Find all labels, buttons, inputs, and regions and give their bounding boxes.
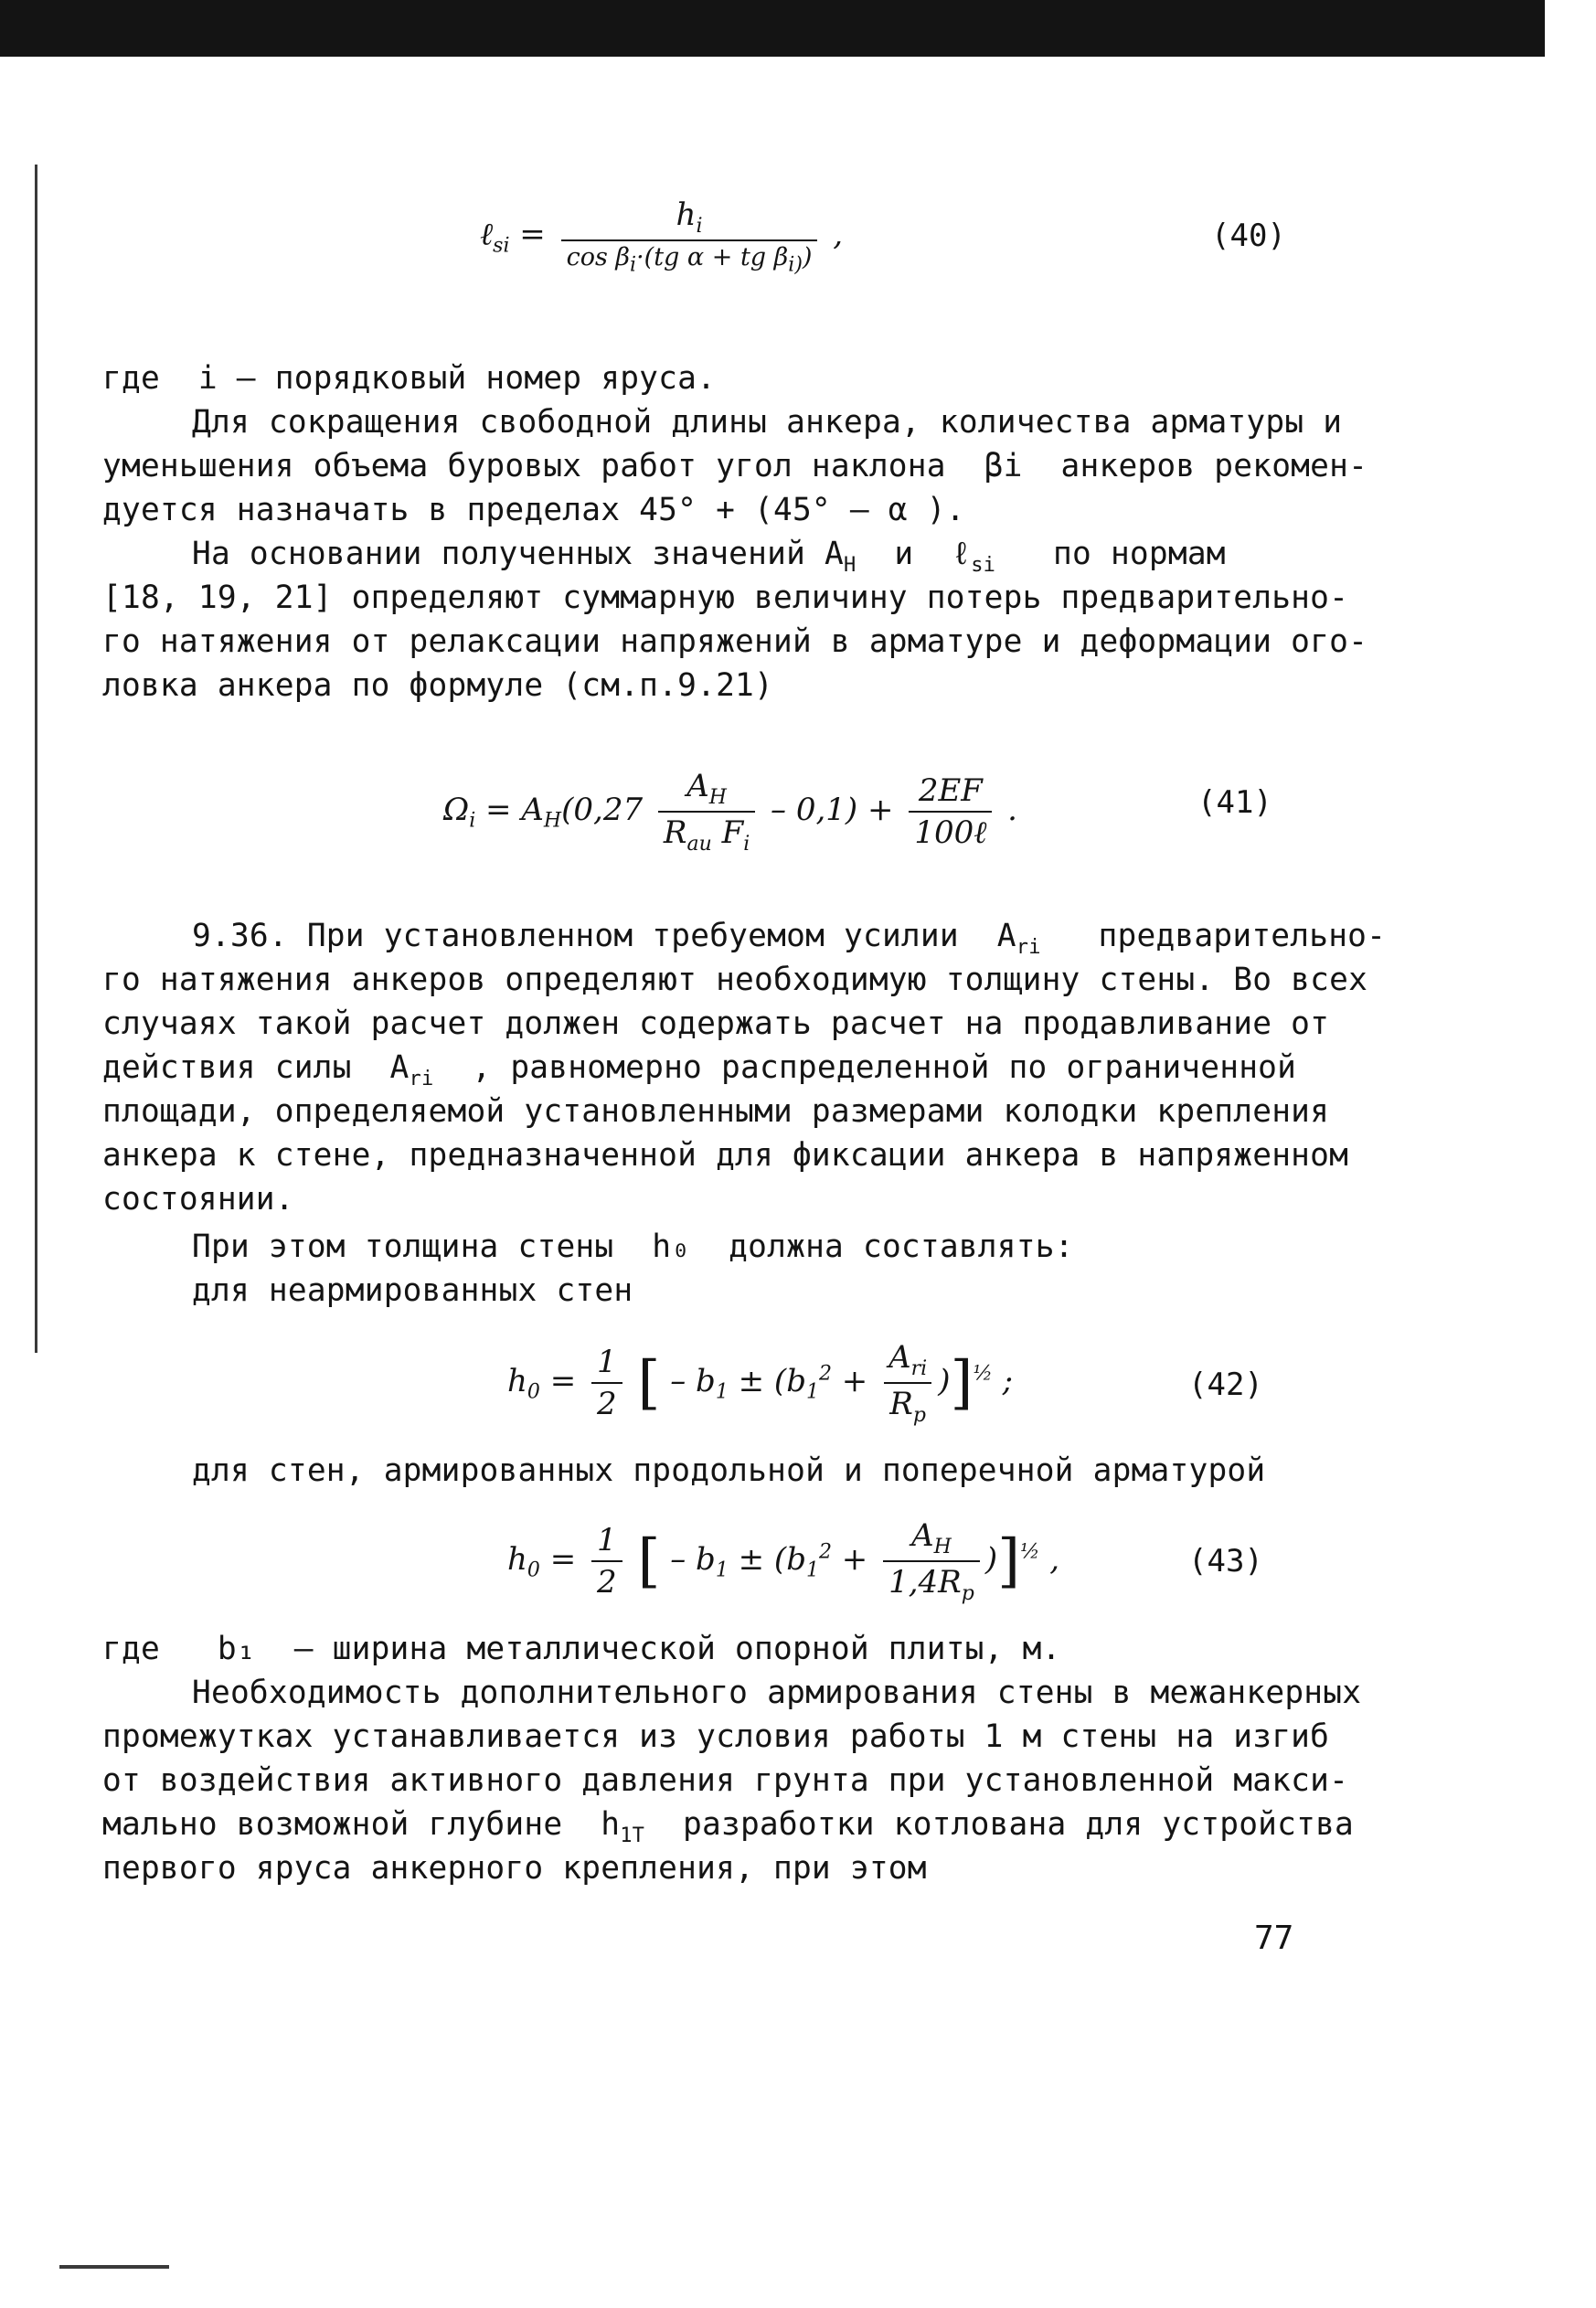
text-line-12: действия силы $A_{ri}$ , равномерно распределенной по ограниченной: [102, 1049, 1297, 1090]
text-line-17: для неармированных стен: [192, 1272, 633, 1309]
eq40-den-cos: cos β: [566, 242, 631, 271]
scan-bottom-rule: [59, 2265, 169, 2269]
equation-number-40: (40): [1211, 218, 1286, 254]
text-line-22: от воздействия активного давления грунта при установленной макси-: [102, 1762, 1349, 1799]
eq40-num-sub: i: [696, 214, 703, 238]
text-line-14: анкера к стене, предназначенной для фиксации анкера в напряженном: [102, 1137, 1349, 1174]
eq41-fraction-2: [909, 772, 992, 851]
eq40-lhs-sub: si: [493, 234, 510, 258]
equation-number-43: (43): [1188, 1543, 1263, 1579]
eq41-fraction-1: [658, 768, 755, 856]
equation-number-42: (42): [1188, 1367, 1263, 1403]
eq41-den-1: $R_{au}$ $F_i$: [658, 811, 755, 856]
text-line-8: ловка анкера по формуле (см.п.9.21): [102, 667, 773, 704]
text-line-19: где b₁ – ширина металлической опорной плиты, м.: [102, 1631, 1061, 1667]
text-line-18: для стен, армированных продольной и поперечной арматурой: [192, 1452, 1266, 1489]
text-line-24: первого яруса анкерного крепления, при этом: [102, 1850, 927, 1887]
text-line-4: дуется назначать в пределах 45° + (45° – α ).: [102, 492, 965, 528]
eq40-den-rest: ·(tg α + tg β: [636, 242, 789, 271]
text-line-15: состоянии.: [102, 1181, 294, 1218]
page-number: 77: [1254, 1920, 1294, 1957]
eq41-den-2: 100ℓ: [909, 811, 992, 851]
equation-41: $\Omega_i = A_H(0,27$ $\frac{A_H}{R_{au} F_i}$ – 0,1) + $\frac{2EF}{\text{100ℓ}}$ .: [443, 768, 1017, 856]
scan-top-border: [0, 0, 1545, 57]
eq40-den-end: i): [788, 253, 803, 277]
text-line-21: промежутках устанавливается из условия работы 1 м стены на изгиб: [102, 1718, 1330, 1755]
eq43-half: $\frac{1}{2}$: [591, 1522, 622, 1601]
text-line-6: [18, 19, 21] определяют суммарную величину потерь предварительно-: [102, 580, 1349, 616]
eq40-fraction: [561, 197, 818, 276]
equation-number-41: (41): [1197, 784, 1272, 821]
equation-42: $h_0$ = $\frac{1}{2}$ [ – $b_1 \pm (b_1^2$ + $\frac{A_{ri}}{R_p}$ )]$^{\frac{1}{2}}$ ;: [507, 1339, 1014, 1427]
text-line-16: При этом толщина стены h₀ должна составлять:: [192, 1228, 1074, 1265]
scan-page-edge: [35, 165, 37, 1353]
text-line-1: где i – порядковый номер яруса.: [102, 360, 717, 397]
text-line-10: го натяжения анкеров определяют необходимую толщину стены. Во всех: [102, 962, 1368, 998]
text-line-13: площади, определяемой установленными размерами колодки крепления: [102, 1093, 1330, 1130]
text-line-2: Для сокращения свободной длины анкера, количества арматуры и: [192, 404, 1343, 441]
eq40-num-h: h: [676, 197, 697, 233]
text-line-7: го натяжения от релаксации напряжений в арматуре и деформации ого-: [102, 623, 1368, 660]
eq40-denominator: $\cos \beta_i\cdot(tg$ α + tg $\beta_{i)}$): [561, 239, 818, 276]
equation-43: $h_0$ = $\frac{1}{2}$ [ – $b_1 \pm (b_1^2$ + $\frac{A_H}{1,4R_p}$ )]$^{\frac{1}{2}}$ ,: [507, 1517, 1060, 1605]
text-line-9: 9.36. При установленном требуемом усилии $A_{ri}$ предварительно-: [192, 918, 1387, 959]
text-line-5: На основании полученных значений $A_H$ и ℓ$_{si}$ по нормам: [192, 536, 1226, 577]
eq41-num-2: 2EF: [918, 771, 983, 809]
eq40-numerator: [671, 197, 708, 239]
text-line-23: мально возможной глубине $h_{1T}$ разработки котлована для устройства: [102, 1806, 1355, 1847]
equation-40: ℓ$_{si}$ = $\frac{h_i}{\cos \beta_i\cdot(tg \alpha + tg \beta_{i)})}$ ,: [480, 197, 844, 277]
eq41-num-1: $A_H$: [686, 768, 727, 809]
eq40-den-sub: i: [630, 253, 637, 277]
text-line-3: уменьшения объема буровых работ угол наклона βi анкеров рекомен-: [102, 448, 1368, 484]
eq43-fraction: $\frac{A_H}{1,4R_p}$: [883, 1517, 980, 1605]
text-line-11: случаях такой расчет должен содержать расчет на продавливание от: [102, 1005, 1330, 1042]
eq42-half: $\frac{1}{2}$: [591, 1344, 622, 1422]
text-line-20: Необходимость дополнительного армирования стены в межанкерных: [192, 1675, 1362, 1711]
eq40-lhs: ℓ: [480, 216, 494, 253]
eq42-fraction: $\frac{A_{ri}}{R_p}$: [883, 1339, 932, 1427]
